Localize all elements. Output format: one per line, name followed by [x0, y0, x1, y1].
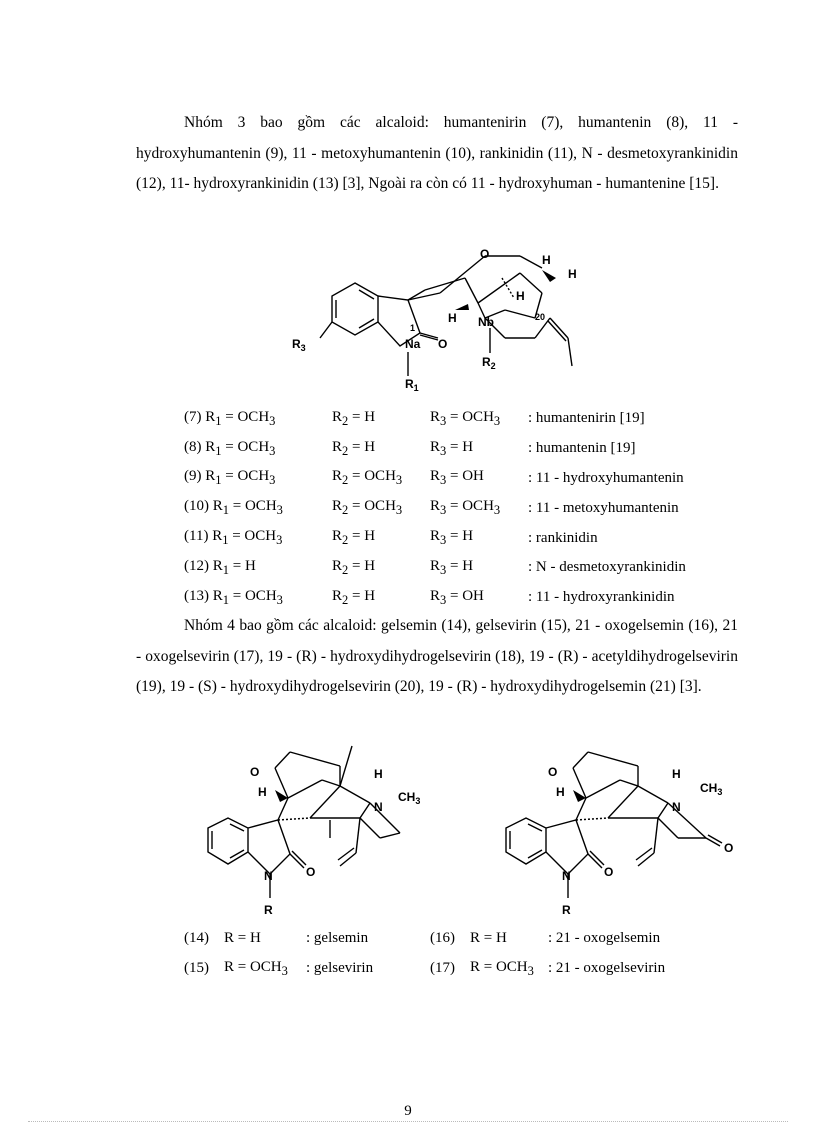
group3-row — [184, 523, 728, 553]
cell-left-name: : gelsevirin — [306, 960, 374, 977]
cell-name: : 11 - hydroxyrankinidin — [528, 589, 675, 606]
footer-rule — [28, 1121, 788, 1122]
g14-label-n: N — [374, 800, 383, 814]
cell-r1 — [184, 404, 332, 434]
r1-value: $R_1 = OCH_3$ — [212, 587, 283, 607]
cell-r1 — [184, 493, 332, 523]
page-number: 9 — [404, 1103, 412, 1119]
g16-label-n2: N — [562, 869, 571, 883]
benzene-ring — [332, 283, 378, 335]
g16-label-o: O — [548, 765, 558, 779]
cell-r1 — [184, 583, 332, 613]
cell-r2: $R_2 = H$ — [332, 557, 376, 577]
cell-name: : rankinidin — [528, 529, 598, 546]
g16-label-h2: H — [672, 767, 681, 781]
structure-oxogelsemin — [478, 738, 768, 918]
label-r3: $R_3$ — [292, 337, 306, 353]
label-h1: H — [542, 253, 551, 267]
structure-gelsemin — [180, 738, 440, 918]
g16-label-h1: H — [556, 785, 565, 799]
cell-right-r: $R = OCH_3$ — [470, 958, 534, 978]
compound-number: (11) — [184, 528, 209, 545]
g14-label-n2: N — [264, 869, 273, 883]
r1-value: $R_1 = H$ — [212, 557, 256, 577]
cell-name: : N - desmetoxyrankinidin — [528, 559, 686, 576]
cell-right-num: (17) — [430, 960, 455, 977]
label-1: 1 — [410, 323, 416, 333]
cell-r2: $R_2 = H$ — [332, 528, 376, 548]
g16-label-o2: O — [604, 865, 614, 879]
group3-row — [184, 493, 728, 523]
group4-row — [184, 954, 698, 984]
r1-value: $R_1 = OCH_3$ — [205, 468, 276, 488]
label-h3: H — [516, 289, 525, 303]
label-o2: O — [438, 337, 448, 351]
group3-row — [184, 404, 728, 434]
label-r2: $R_2$ — [482, 355, 496, 371]
cell-r3: $R_3 = OCH_3$ — [430, 498, 501, 518]
cell-r3: $R_3 = OCH_3$ — [430, 408, 501, 428]
g14-label-h1: H — [258, 785, 267, 799]
cell-name: : 11 - hydroxyhumantenin — [528, 469, 684, 486]
g14-label-ch3: $CH_3$ — [398, 790, 421, 806]
g16-label-ch3: $CH_3$ — [700, 781, 723, 797]
g14-label-o2: O — [306, 865, 316, 879]
cell-right-name: : 21 - oxogelsevirin — [548, 960, 666, 977]
cell-r2: $R_2 = H$ — [332, 408, 376, 428]
group4-table — [184, 924, 698, 984]
label-na: Na — [405, 337, 421, 351]
group3-row — [184, 464, 728, 494]
label-nb: Nb — [478, 315, 494, 329]
label-20: 20 — [535, 312, 546, 322]
cell-left-r: R = H — [224, 930, 261, 947]
compound-number: (10) — [184, 498, 209, 515]
cell-left-name: : gelsemin — [306, 930, 369, 947]
compound-number: (9) — [184, 468, 202, 485]
cell-r3: $R_3$ = OH — [430, 468, 484, 488]
cell-r2: $R_2 = H$ — [332, 438, 376, 458]
r1-value: $R_1 = OCH_3$ — [212, 498, 283, 518]
cell-r1 — [184, 523, 332, 553]
cell-left-num: (15) — [184, 960, 209, 977]
label-r1: $R_1$ — [405, 377, 419, 393]
g14-label-h2: H — [374, 767, 383, 781]
label-o: O — [480, 247, 490, 261]
cell-r3: $R_3$ = OH — [430, 587, 484, 607]
cell-left-num: (14) — [184, 930, 209, 947]
compound-number: (7) — [184, 408, 202, 425]
cell-r1 — [184, 434, 332, 464]
cell-r3: $R_3 = H$ — [430, 438, 474, 458]
label-h4: H — [448, 311, 457, 325]
cell-r2: $R_2 = OCH_3$ — [332, 498, 403, 518]
cell-r3: $R_3 = H$ — [430, 528, 474, 548]
paragraph-group4: Nhóm 4 bao gồm các alcaloid: gelsemin (14), gelsevirin (15), 21 - oxogelsemin (16), 21 - oxogelsevirin (17), 19 - (R) - hydroxydihydrogelsevirin (18), 19 - (R) - acetyldihydrogelsevirin (19), 19 - (S) - hydroxydihydrogelsevirin (20), 19 - (R) - hydroxydihydrogelsemin (21) [3]. — [136, 617, 738, 695]
cell-r1 — [184, 553, 332, 583]
group3-row — [184, 553, 728, 583]
group4-row — [184, 924, 698, 954]
group3-table — [184, 404, 728, 613]
cell-r2: $R_2 = H$ — [332, 587, 376, 607]
structure-humantenine — [280, 238, 610, 398]
compound-number: (8) — [184, 438, 202, 455]
g14-label-o: O — [250, 765, 260, 779]
paragraph-group3: Nhóm 3 bao gồm các alcaloid: humantenirin (7), humantenin (8), 11 - hydroxyhumantenin (9), 11 - metoxyhumantenin (10), rankinidin (11), N - desmetoxyrankinidin (12), 11- hydroxyrankinidin (13) [3], Ngoài ra còn có 11 - hydroxyhuman - humantenine [15]. — [136, 114, 738, 192]
cell-name: : humantenin [19] — [528, 440, 636, 457]
cell-name: : humantenirin [19] — [528, 410, 645, 427]
group3-row — [184, 434, 728, 464]
r1-value: $R_1 = OCH_3$ — [205, 438, 276, 458]
g14-label-r: R — [264, 903, 273, 917]
g16-label-o3: O — [724, 841, 734, 855]
g16-label-n: N — [672, 800, 681, 814]
cell-name: : 11 - metoxyhumantenin — [528, 499, 679, 516]
cell-r1 — [184, 464, 332, 494]
label-h2: H — [568, 267, 577, 281]
r1-value: $R_1 = OCH_3$ — [212, 528, 283, 548]
compound-number: (12) — [184, 557, 209, 574]
g16-label-r: R — [562, 903, 571, 917]
cell-right-name: : 21 - oxogelsemin — [548, 930, 661, 947]
cell-right-num: (16) — [430, 930, 455, 947]
cell-r2: $R_2 = OCH_3$ — [332, 468, 403, 488]
group3-row — [184, 583, 728, 613]
cell-left-r: $R = OCH_3$ — [224, 958, 288, 978]
cell-right-r: R = H — [470, 930, 507, 947]
cell-r3: $R_3 = H$ — [430, 557, 474, 577]
r1-value: $R_1 = OCH_3$ — [205, 408, 276, 428]
compound-number: (13) — [184, 587, 209, 604]
